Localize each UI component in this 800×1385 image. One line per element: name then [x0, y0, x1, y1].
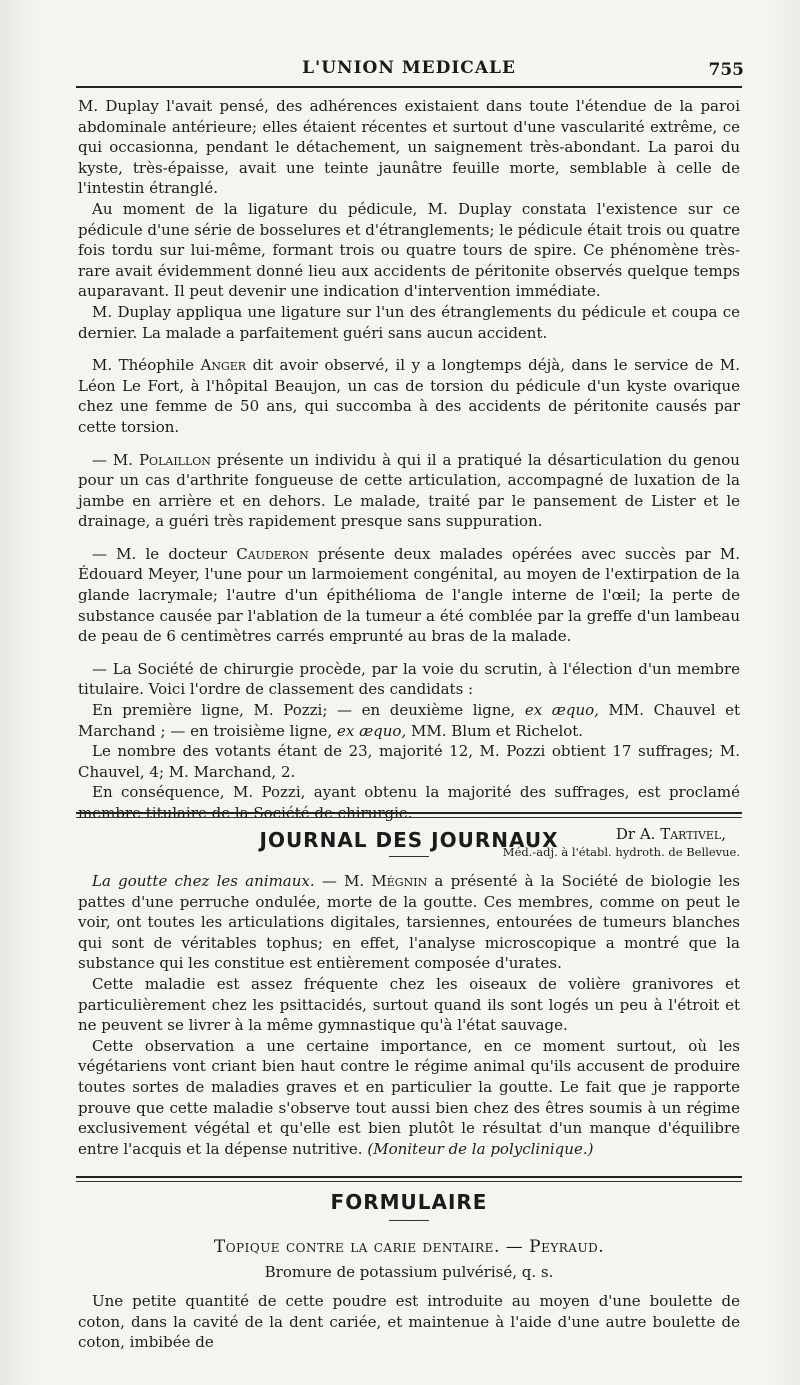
person-name: Cauderon: [236, 544, 309, 563]
paragraph: En conséquence, M. Pozzi, ayant obtenu la majorité des suffrages, est proclamé membre titulaire de la Société de chirurgie.: [78, 783, 740, 822]
paragraph: M. Duplay l'avait pensé, des adhérences existaient dans toute l'étendue de la paroi abdominale antérieure; elles étaient récentes et surtout d'une vascularité extrême, ce qui occasionna, pendant le détachement, un saignement très-abondant. La paroi du kyste, très-épaisse, avait une teinte jaunâtre feuille morte, semblable à celle de l'intestin étranglé.: [78, 97, 740, 198]
paragraph: — M. Polaillon présente un individu à qui il a pratiqué la désarticulation du genou pour un cas d'arthrite fongueuse de cette articulation, accompagné de luxation de la jambe en arrière et en dehors. Le malade, traité par le pansement de Lister et le drainage, a guéri très rapidement presque sans suppuration.: [78, 450, 740, 531]
signature: Dr A. Tartivel,: [615, 824, 726, 843]
paragraph: Cette observation a une certaine importance, en ce moment surtout, où les végétariens vont criant bien haut contre le régime animal qu'ils accusent de produire toutes sortes de maladies graves et en particulier la goutte. Le fait que je rapporte prouve que cette maladie s'observe tout aussi bien chez des êtres soumis à un régime exclusivement végétal et qu'elle est bien plutôt le résultat d'un manque d'équilibre entre l'acquis et la dépense nutritive. (Moniteur de la polyclinique.): [78, 1036, 740, 1158]
paragraph: — M. le docteur Cauderon présente deux malades opérées avec succès par M. Édouard Meyer, l'une pour un larmoiement congénital, au moyen de l'extirpation de la glande lacrymale; l'autre d'un épithélioma de l'angle interne de l'œil; la perte de substance causée par l'ablation de la tumeur a été comblée par la greffe d'un lambeau de peau de 6 centimètres carrés emprunté au bras de la malade.: [78, 544, 740, 646]
section-title: FORMULAIRE: [330, 1190, 488, 1214]
paragraph: M. Théophile Anger dit avoir observé, il y a longtemps déjà, dans le service de M. Léon Le Fort, à l'hôpital Beaujon, un cas de torsion du pédicule d'un kyste ovarique chez une femme de 50 ans, qui succomba à des accidents de péritonite causés par cette torsion.: [78, 356, 741, 436]
person-name: Mégnin: [371, 872, 428, 890]
section-rule: [76, 817, 742, 818]
person-name: Polaillon: [138, 450, 211, 469]
formula-title: Topique contre la carie dentaire. — Peyraud.: [213, 1237, 605, 1257]
article-title: La goutte chez les animaux.: [92, 872, 315, 890]
running-title: L'UNION MEDICALE: [302, 58, 516, 78]
paragraph: Cette maladie est assez fréquente chez les oiseaux de volière granivores et particulièrement chez les psittacidés, surtout quand ils sont logés un peu à l'étroit et ne peuvent se livrer à la même gymnastique qu'à l'état sauvage.: [78, 974, 740, 1035]
paragraph: Une petite quantité de cette poudre est introduite au moyen d'une boulette de coton, dans la cavité de la dent cariée, et maintenue à l'aide d'une autre boulette de coton, imbibée de: [78, 1292, 740, 1352]
paragraph: En première ligne, M. Pozzi; — en deuxième ligne, ex æquo, MM. Chauvel et Marchand ; — en troisième ligne, ex æquo, MM. Blum et Richelot.: [78, 701, 740, 740]
paragraph: Au moment de la ligature du pédicule, M. Duplay constata l'existence sur ce pédicule d'une série de bosselures et d'étranglements; le pédicule était trois ou quatre fois tordu sur lui-même, formant trois ou quatre tours de spire. Ce phénomène très-rare avait évidemment donné lieu aux accidents de péritonite observés quelque temps auparavant. Il peut devenir une indication d'intervention immédiate.: [78, 199, 740, 301]
paragraph: La goutte chez les animaux. — M. Mégnin a présenté à la Société de biologie les pattes d'une perruche ondulée, morte de la goutte. Ces membres, comme on peut le voir, ont toutes les articulations digitales, tarsiennes, entourées de tumeurs blanches qui sont de véritables tophus; en effet, l'analyse microscopique a montré que la substance qui les constitue est entièrement composée d'urates.: [78, 872, 740, 973]
paragraph: M. Duplay appliqua une ligature sur l'un des étranglements du pédicule et coupa ce dernier. La malade a parfaitement guéri sans aucun accident.: [78, 302, 740, 342]
formulaire-section: [78, 1190, 740, 1353]
formula-ingredient: Bromure de potassium pulvérisé, q. s.: [264, 1263, 554, 1281]
section-rule: [76, 812, 742, 814]
section-rule: [76, 1176, 742, 1178]
section-rule: [76, 1181, 742, 1182]
page-header: [78, 52, 744, 82]
paragraph: — La Société de chirurgie procède, par la voie du scrutin, à l'élection d'un membre titulaire. Voici l'ordre de classement des candidats :: [78, 659, 740, 699]
section-title: JOURNAL DES JOURNAUX: [259, 828, 559, 852]
paragraph: Le nombre des votants étant de 23, majorité 12, M. Pozzi obtient 17 suffrages; M. Chauvel, 4; M. Marchand, 2.: [78, 742, 740, 781]
signature-affiliation: Méd.-adj. à l'établ. hydroth. de Bellevue.: [502, 844, 740, 859]
header-rule: [76, 86, 742, 88]
title-underline: [389, 856, 429, 857]
person-name: Anger: [200, 356, 247, 375]
society-report: [78, 96, 740, 860]
title-underline: [389, 1220, 429, 1221]
journal-section: [78, 828, 740, 1159]
page-number: 755: [708, 60, 744, 80]
source-citation: (Moniteur de la polyclinique.): [367, 1139, 594, 1158]
